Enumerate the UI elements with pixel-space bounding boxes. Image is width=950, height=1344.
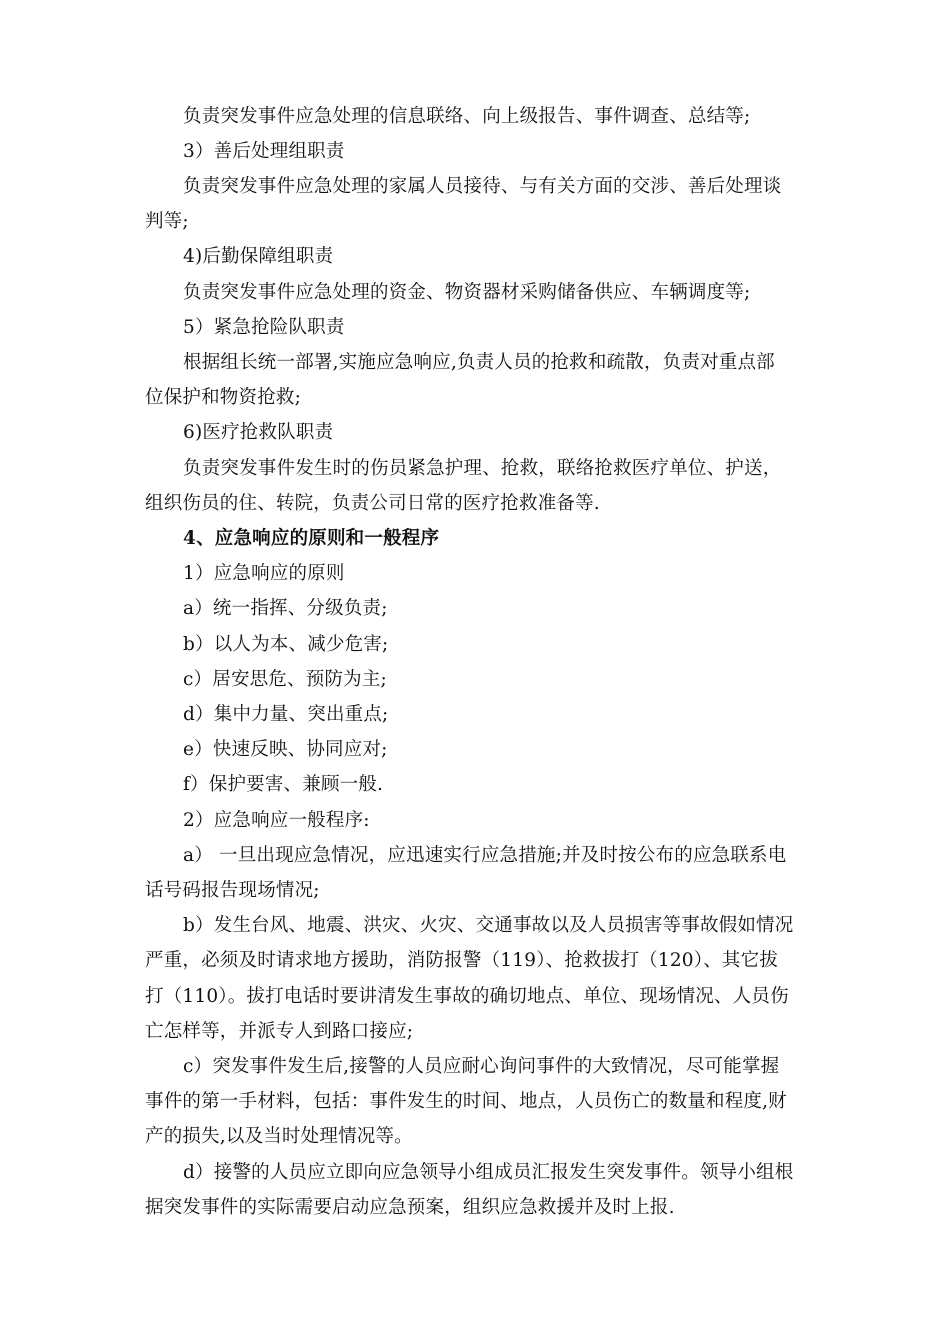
paragraph-line: 负责突发事件应急处理的信息联络、向上级报告、事件调查、总结等;	[183, 106, 751, 127]
list-item: a） 一旦出现应急情况，应迅速实行应急措施;并及时按公布的应急联系电	[183, 845, 787, 866]
list-item: b）发生台风、地震、洪灾、火灾、交通事故以及人员损害等事故假如情况	[183, 915, 794, 936]
list-item: e）快速反映、协同应对;	[183, 739, 388, 760]
paragraph-line: 事件的第一手材料，包括：事件发生的时间、地点，人员伤亡的数量和程度,财	[145, 1091, 787, 1112]
subsection-heading: 4)后勤保障组职责	[183, 246, 334, 267]
subsection-heading: 3）善后处理组职责	[183, 141, 345, 162]
paragraph-line: 话号码报告现场情况;	[145, 880, 320, 901]
paragraph-line: 亡怎样等，并派专人到路口接应;	[145, 1021, 414, 1042]
paragraph-line: 位保护和物资抢救;	[145, 387, 302, 408]
list-item: a）统一指挥、分级负责;	[183, 598, 388, 619]
list-item: f）保护要害、兼顾一般.	[183, 774, 384, 795]
paragraph-line: 负责突发事件发生时的伤员紧急护理、抢救，联络抢救医疗单位、护送，	[183, 458, 782, 479]
paragraph-line: 负责突发事件应急处理的家属人员接待、与有关方面的交涉、善后处理谈	[183, 176, 782, 197]
paragraph-line: 负责突发事件应急处理的资金、物资器材采购储备供应、车辆调度等;	[183, 282, 751, 303]
list-item: d）集中力量、突出重点;	[183, 704, 389, 725]
paragraph-line: 据突发事件的实际需要启动应急预案，组织应急救援并及时上报.	[145, 1197, 675, 1218]
paragraph-line: 判等;	[145, 211, 189, 232]
paragraph-line: 产的损失,以及当时处理情况等。	[145, 1126, 413, 1147]
paragraph-line: 严重，必须及时请求地方援助，消防报警（119）、抢救拔打（120）、其它拔	[145, 950, 779, 971]
subsection-heading: 5）紧急抢险队职责	[183, 317, 345, 338]
list-item: c）居安思危、预防为主;	[183, 669, 387, 690]
subsection-heading: 6)医疗抢救队职责	[183, 422, 334, 443]
paragraph-line: 组织伤员的住、转院，负责公司日常的医疗抢救准备等.	[145, 493, 600, 514]
list-item: b）以人为本、减少危害;	[183, 634, 389, 655]
paragraph-line: 打（110）。拔打电话时要讲清发生事故的确切地点、单位、现场情况、人员伤	[145, 986, 789, 1007]
list-item: c）突发事件发生后,接警的人员应耐心询问事件的大致情况，尽可能掌握	[183, 1056, 780, 1077]
list-item: d）接警的人员应立即向应急领导小组成员汇报发生突发事件。领导小组根	[183, 1162, 794, 1183]
section-heading: 4、应急响应的原则和一般程序	[183, 528, 440, 549]
subsection-heading: 2）应急响应一般程序:	[183, 810, 370, 831]
paragraph-line: 根据组长统一部署,实施应急响应,负责人员的抢救和疏散，负责对重点部	[183, 352, 775, 373]
subsection-heading: 1）应急响应的原则	[183, 563, 345, 584]
